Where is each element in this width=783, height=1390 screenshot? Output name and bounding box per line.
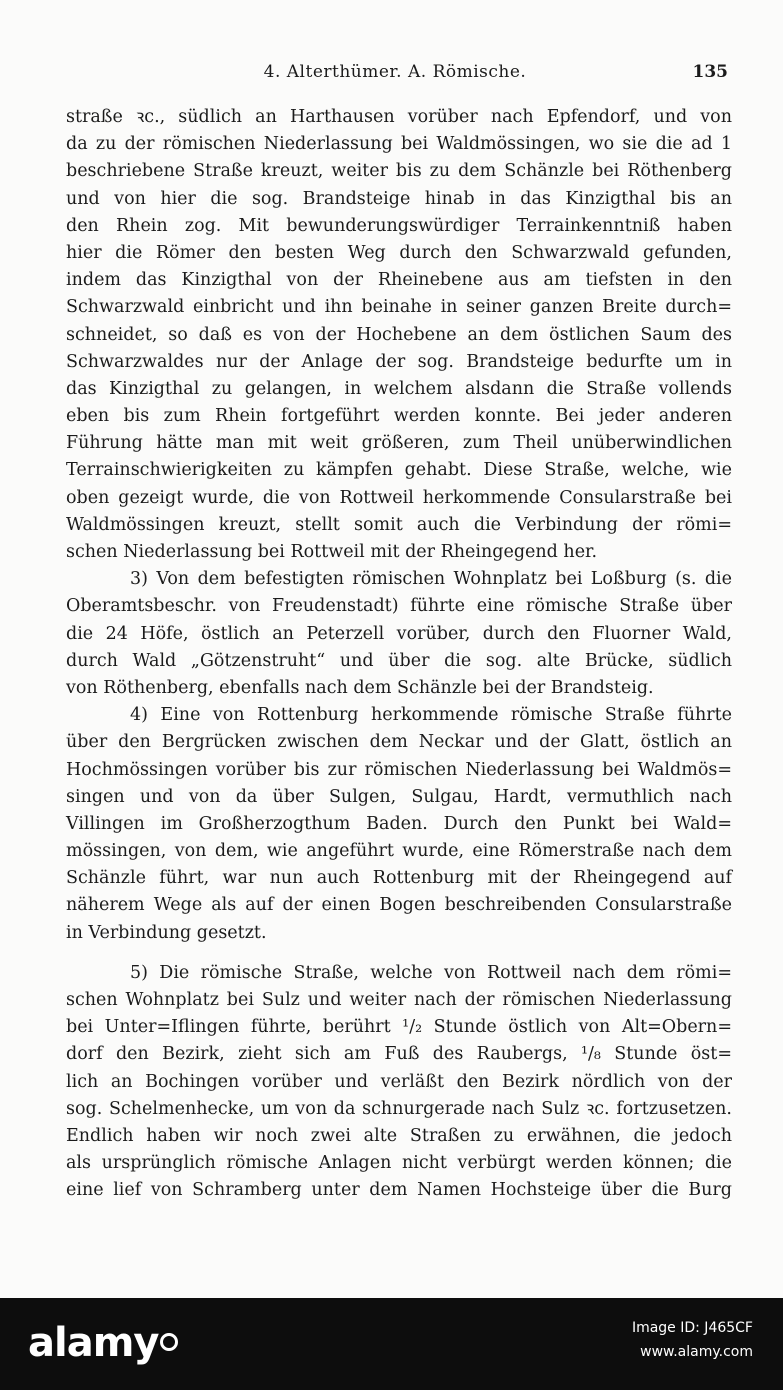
- text-line: da zu der römischen Niederlassung bei Waldmössingen, wo sie die ad 1: [66, 134, 732, 155]
- text-line: lich an Bochingen vorüber und verläßt den Bezirk nördlich von der: [66, 1071, 732, 1092]
- text-line: straße ꝛc., südlich an Harthausen vorüber nach Epfendorf, und von: [66, 107, 732, 127]
- text-line: Terrainschwierigkeiten zu kämpfen gehabt. Diese Straße, welche, wie: [66, 460, 732, 481]
- text-line: über den Bergrücken zwischen dem Neckar und der Glatt, östlich an: [66, 732, 732, 753]
- text-line: durch Wald „Götzenstruht“ und über die sog. alte Brücke, südlich: [66, 650, 732, 671]
- text-line: indem das Kinzigthal von der Rheinebene aus am tiefsten in den: [66, 270, 732, 291]
- text-line: Hochmössingen vorüber bis zur römischen Niederlassung bei Waldmös=: [66, 759, 732, 780]
- image-id: Image ID: J465CF: [631, 1320, 753, 1336]
- alamy-mark-icon: [160, 1333, 178, 1351]
- text-line: dorf den Bezirk, zieht sich am Fuß des Raubergs, ¹/₈ Stunde öst=: [66, 1044, 732, 1065]
- alamy-wordmark: alamy: [28, 1320, 159, 1366]
- text-line: beschriebene Straße kreuzt, weiter bis zu dem Schänzle bei Röthenberg: [66, 161, 732, 182]
- page-number: 135: [692, 62, 728, 82]
- text-line: Waldmössingen kreuzt, stellt somit auch die Verbindung der römi=: [66, 514, 732, 535]
- text-line: von Röthenberg, ebenfalls nach dem Schänzle bei der Brandsteig.: [66, 677, 654, 698]
- text-line: Schwarzwald einbricht und ihn beinahe in seiner ganzen Breite durch=: [66, 297, 732, 318]
- text-line: Villingen im Großherzogthum Baden. Durch den Punkt bei Wald=: [66, 813, 732, 834]
- text-line: schen Niederlassung bei Rottweil mit der Rheingegend her.: [66, 542, 598, 562]
- text-line: hier die Römer den besten Weg durch den Schwarzwald gefunden,: [66, 242, 732, 263]
- text-line: eine lief von Schramberg unter dem Namen Hochsteige über die Burg: [66, 1180, 732, 1201]
- text-line: Schwarzwaldes nur der Anlage der sog. Brandsteige bedurfte um in: [66, 351, 732, 372]
- running-head: 4. Alterthümer. A. Römische.: [263, 62, 527, 82]
- text-line: Endlich haben wir noch zwei alte Straßen zu erwähnen, die jedoch: [66, 1125, 732, 1146]
- text-line: schen Wohnplatz bei Sulz und weiter nach der römischen Niederlassung: [66, 990, 732, 1010]
- text-line: singen und von da über Sulgen, Sulgau, Hardt, vermuthlich nach: [66, 786, 732, 807]
- text-line: eben bis zum Rhein fortgeführt werden konnte. Bei jeder anderen: [66, 406, 732, 427]
- text-line: den Rhein zog. Mit bewunderungswürdiger Terrainkenntniß haben: [66, 215, 732, 236]
- text-line: Oberamtsbeschr. von Freudenstadt) führte eine römische Straße über: [66, 596, 732, 617]
- text-line: 4) Eine von Rottenburg herkommende römische Straße führte: [130, 705, 732, 726]
- text-line: die 24 Höfe, östlich an Peterzell vorüber, durch den Fluorner Wald,: [66, 623, 732, 644]
- text-line: 3) Von dem befestigten römischen Wohnplatz bei Loßburg (s. die: [130, 569, 732, 590]
- alamy-logo: [28, 1320, 178, 1366]
- text-line: und von hier die sog. Brandsteige hinab in das Kinzigthal bis an: [66, 188, 732, 209]
- text-line: 5) Die römische Straße, welche von Rottweil nach dem römi=: [130, 962, 732, 983]
- text-line: mössingen, von dem, wie angeführt wurde, eine Römerstraße nach dem: [66, 841, 732, 862]
- text-line: näherem Wege als auf der einen Bogen beschreibenden Consularstraße: [66, 895, 732, 916]
- text-line: sog. Schelmenhecke, um von da schnurgerade nach Sulz ꝛc. fortzusetzen.: [66, 1098, 732, 1119]
- watermark-banner: [0, 1298, 783, 1390]
- page-header: [62, 57, 728, 87]
- text-line: in Verbindung gesetzt.: [66, 922, 267, 943]
- text-line: bei Unter=Iflingen führte, berührt ¹/₂ Stunde östlich von Alt=Obern=: [66, 1017, 732, 1038]
- image-url: www.alamy.com: [640, 1344, 753, 1360]
- text-line: oben gezeigt wurde, die von Rottweil herkommende Consularstraße bei: [66, 487, 732, 508]
- text-line: als ursprünglich römische Anlagen nicht verbürgt werden können; die: [66, 1153, 732, 1174]
- text-line: Führung hätte man mit weit größeren, zum Theil unüberwindlichen: [66, 433, 732, 454]
- text-line: Schänzle führt, war nun auch Rottenburg mit der Rheingegend auf: [66, 868, 732, 889]
- text-line: das Kinzigthal zu gelangen, in welchem alsdann die Straße vollends: [66, 378, 732, 399]
- body-text: [66, 104, 732, 1205]
- text-line: schneidet, so daß es von der Hochebene an dem östlichen Saum des: [66, 324, 732, 345]
